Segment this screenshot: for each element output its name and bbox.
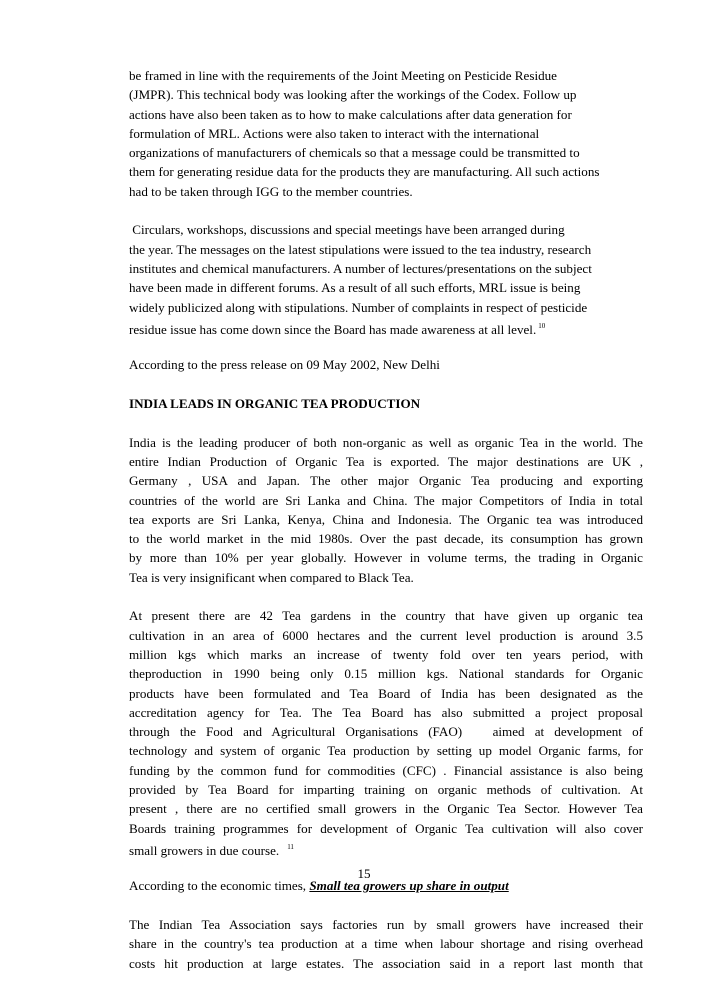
text-line: small growers in due course. bbox=[129, 842, 280, 858]
text-line: Tea is very insignificant when compared to Black Tea. bbox=[129, 569, 414, 585]
footnote-marker: 11 bbox=[287, 842, 294, 851]
text-line: share in the country's tea production at a time when labour shortage and rising overhead bbox=[129, 936, 643, 952]
text-line: tea exports are Sri Lanka, Kenya, China and Indonesia. The Organic tea was introduced bbox=[129, 511, 643, 527]
text-line: million kgs which marks an increase of twenty fold over ten years period, with bbox=[129, 646, 643, 662]
text-line: costs hit production at large estates. The association said in a report last month that bbox=[129, 955, 643, 971]
text-line: residue issue has come down since the Board has made awareness at all level. bbox=[129, 321, 537, 337]
text-line-with-footnote bbox=[129, 317, 643, 336]
page-number: 15 bbox=[357, 866, 371, 881]
paragraph-organic-tea-leader bbox=[129, 433, 643, 587]
text-line: entire Indian Production of Organic Tea is exported. The major destinations are UK , bbox=[129, 453, 643, 469]
text-line: cultivation in an area of 6000 hectares and the current level production is around 3.5 bbox=[129, 627, 643, 643]
section-heading: INDIA LEADS IN ORGANIC TEA PRODUCTION bbox=[129, 396, 421, 412]
text-line: by more than 10% per year globally. However in volume terms, the trading in Organic bbox=[129, 550, 643, 566]
paragraph-press-release bbox=[129, 355, 643, 374]
text-line: (JMPR). This technical body was looking after the workings of the Codex. Follow up bbox=[129, 87, 577, 103]
text-line: widely publicized along with stipulations. Number of complaints in respect of pesticide bbox=[129, 299, 588, 315]
text-line-with-footnote bbox=[129, 838, 643, 857]
text-line: the year. The messages on the latest stipulations were issued to the tea industry, research bbox=[129, 241, 592, 257]
paragraph-mrl-actions bbox=[129, 66, 643, 201]
text-line: Circulars, workshops, discussions and special meetings have been arranged during bbox=[129, 222, 565, 238]
text-line: funding by the common fund for commodities (CFC) . Financial assistance is also being bbox=[129, 762, 643, 778]
text-line: formulation of MRL. Actions were also taken to interact with the international bbox=[129, 125, 540, 141]
text-line: products have been formulated and Tea Board of India has been designated as the bbox=[129, 685, 643, 701]
article-title-link[interactable]: Small tea growers up share in output bbox=[309, 878, 509, 894]
text-line: be framed in line with the requirements of the Joint Meeting on Pesticide Residue bbox=[129, 68, 557, 83]
text-line: had to be taken through IGG to the member countries. bbox=[129, 183, 413, 199]
text-line: accreditation agency for Tea. The Tea Board has also submitted a project proposal bbox=[129, 704, 643, 720]
text-line: them for generating residue data for the products they are manufacturing. All such actions bbox=[129, 164, 600, 180]
text-line: present , there are no certified small growers in the Organic Tea Sector. However Tea bbox=[129, 801, 643, 817]
footnote-marker: 10 bbox=[538, 321, 546, 330]
text-line: Boards training programmes for development of Organic Tea cultivation will also cover bbox=[129, 820, 643, 836]
text-line: countries of the world are Sri Lanka and China. The major Competitors of India in total bbox=[129, 492, 643, 508]
document-page bbox=[129, 66, 643, 992]
paragraph-small-growers bbox=[129, 915, 643, 973]
text-line: India is the leading producer of both non-organic as well as organic Tea in the world. The bbox=[129, 434, 643, 450]
text-line: organizations of manufacturers of chemicals so that a message could be transmitted to bbox=[129, 145, 580, 161]
source-prefix: According to the economic times, bbox=[129, 878, 310, 894]
text-line: institutes and chemical manufacturers. A number of lectures/presentations on the subject bbox=[129, 260, 592, 276]
paragraph-circulars bbox=[129, 220, 643, 336]
text-line: have been made in different forums. As a result of all such efforts, MRL issue is being bbox=[129, 280, 581, 296]
text-line: According to the press release on 09 May 2002, New Delhi bbox=[129, 357, 440, 373]
text-line: theproduction in 1990 being only 0.15 million kgs. National standards for Organic bbox=[129, 666, 643, 682]
paragraph-tea-gardens bbox=[129, 606, 643, 857]
text-line: technology and system of organic Tea production by setting up model Organic farms, for bbox=[129, 743, 643, 759]
text-line: provided by Tea Board for imparting training on organic methods of cultivation. At bbox=[129, 781, 643, 797]
text-line: actions have also been taken as to how to make calculations after data generation for bbox=[129, 106, 572, 122]
text-line: The Indian Tea Association says factories run by small growers have increased their bbox=[129, 917, 643, 933]
text-line: Germany , USA and Japan. The other major Organic Tea producing and exporting bbox=[129, 473, 643, 489]
text-line: through the Food and Agricultural Organisations (FAO) aimed at development of bbox=[129, 724, 643, 740]
text-line: At present there are 42 Tea gardens in the country that have given up organic tea bbox=[129, 608, 643, 624]
text-line: to the world market in the mid 1980s. Over the past decade, its consumption has grown bbox=[129, 531, 643, 547]
